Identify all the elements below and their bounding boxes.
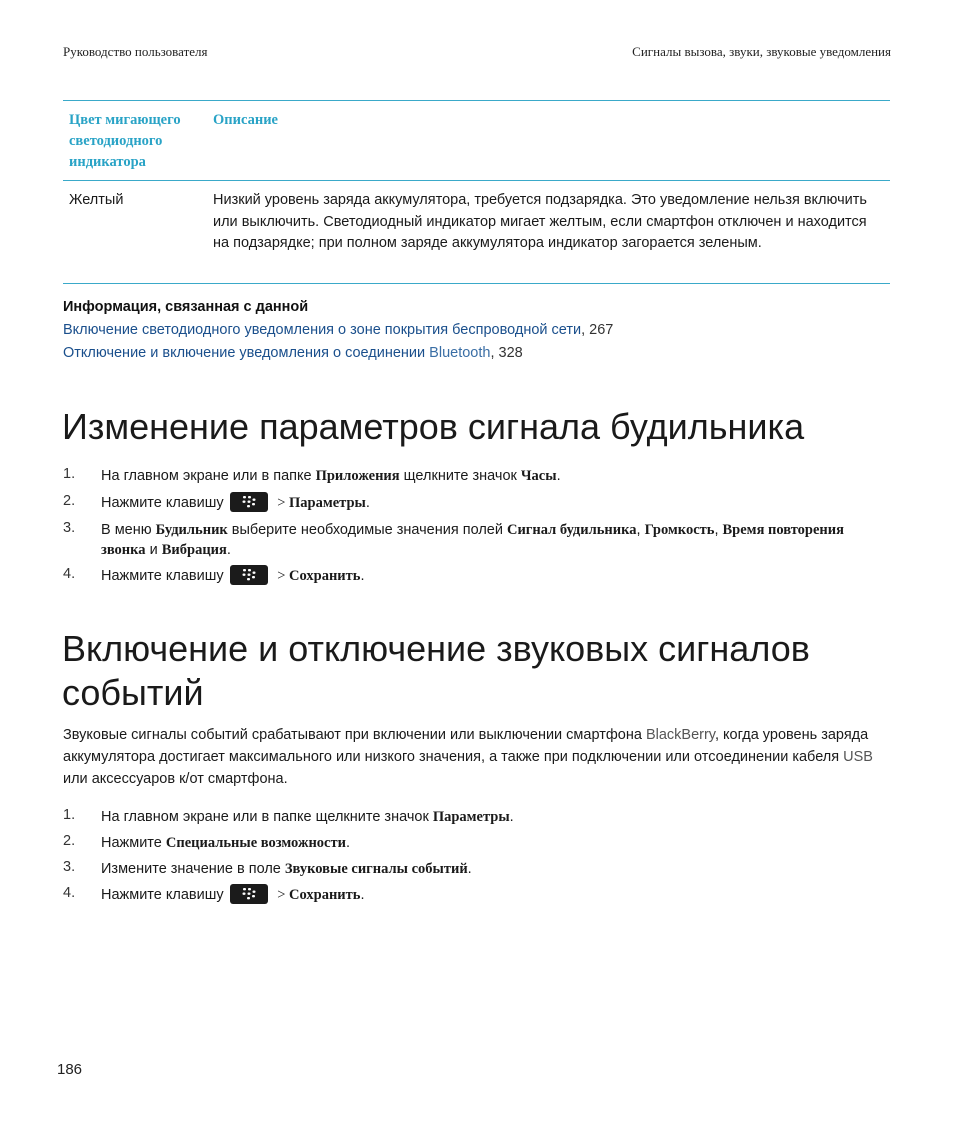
step-number: 2. [63, 833, 76, 849]
table-bottom-rule [63, 283, 890, 284]
step-text: Нажмите Специальные возможности. [101, 835, 351, 851]
related-link-page: , 328 [490, 345, 523, 361]
step-number: 4. [63, 885, 76, 901]
table-row [63, 181, 890, 283]
table-cell-color: Желтый [69, 192, 124, 208]
step-number: 1. [63, 807, 76, 823]
section-title-event-sounds: Включение и отключение звуковых сигналов событий [62, 628, 810, 713]
step-text: Измените значение в поле Звуковые сигналы событий. [101, 861, 472, 877]
led-color-table [63, 100, 890, 284]
related-link-text[interactable]: Включение светодиодного уведомления о зоне покрытия беспроводной сети [63, 322, 582, 338]
step-number: 3. [63, 859, 76, 875]
step-number: 2. [63, 493, 76, 509]
related-link-page: , 267 [581, 322, 614, 338]
section-paragraph: Звуковые сигналы событий срабатывают при включении или выключении смартфона BlackBerry, когда уровень заряда аккумулятора достигает максимального или низкого значения, а также при подключении или отсоединении кабеля USB или аксессуаров к/от смартфона. [63, 727, 873, 787]
running-header-right: Сигналы вызова, звуки, звуковые уведомления [632, 44, 891, 59]
page-number: 186 [57, 1061, 83, 1078]
step-text: На главном экране или в папке Приложения щелкните значок Часы. [101, 468, 561, 484]
step-text: На главном экране или в папке щелкните значок Параметры. [101, 809, 514, 825]
related-link-led-coverage[interactable] [63, 322, 613, 338]
step-number: 4. [63, 566, 76, 582]
related-link-text[interactable]: Отключение и включение уведомления о соединении [63, 345, 426, 361]
table-cell-description: Низкий уровень заряда аккумулятора, требуется подзарядка. Это уведомление нельзя включить или выключить. Светодиодный индикатор мигает желтым, если смартфон отключен и находится на подзарядке; при полном заряде аккумулятора индикатор загорается зеленым. [213, 192, 867, 251]
blackberry-menu-key-icon [230, 565, 268, 585]
table-header-description: Описание [213, 112, 278, 128]
step-text: Нажмите клавишу > Сохранить. [101, 885, 861, 905]
table-header-led-color: Цвет мигающего светодиодного индикатора [69, 112, 181, 170]
running-header-left: Руководство пользователя [63, 44, 208, 59]
section-title-alarm: Изменение параметров сигнала будильника [62, 406, 805, 447]
blackberry-menu-key-icon [230, 492, 268, 512]
table-header-row [63, 101, 890, 180]
blackberry-menu-key-icon [230, 884, 268, 904]
step-text: В меню Будильник выберите необходимые значения полей Сигнал будильника, Громкость, Время повторения звонка и Вибрация. [101, 522, 844, 558]
related-info-title: Информация, связанная с данной [63, 299, 309, 315]
step-text: Нажмите клавишу > Сохранить. [101, 566, 861, 586]
step-text: Нажмите клавишу > Параметры. [101, 493, 861, 513]
step-number: 1. [63, 466, 76, 482]
step-number: 3. [63, 520, 76, 536]
related-link-bluetooth[interactable] [63, 345, 523, 361]
related-link-brand[interactable]: Bluetooth [429, 345, 491, 361]
